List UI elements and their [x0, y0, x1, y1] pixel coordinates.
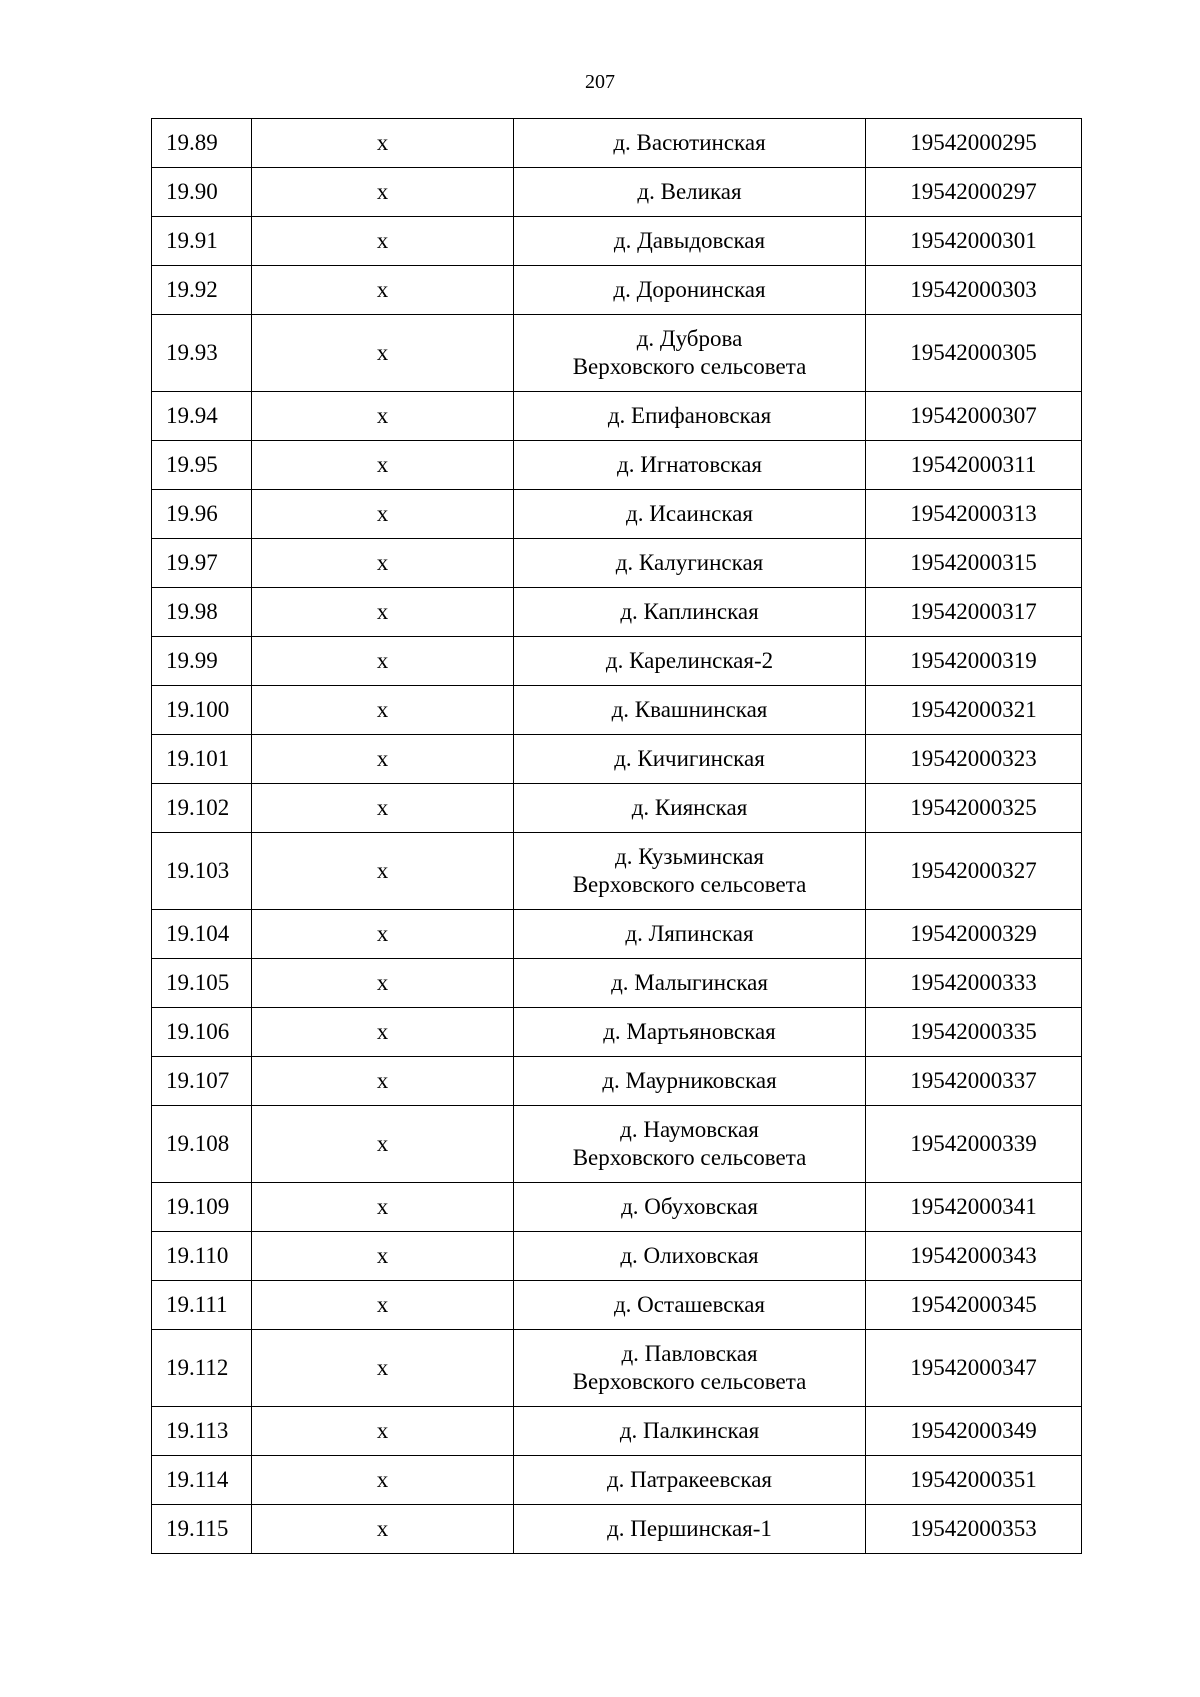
mark-cell: х [252, 1057, 514, 1106]
row-number-cell: 19.96 [152, 490, 252, 539]
settlement-name-cell [514, 539, 866, 588]
oktmo-code-cell: 19542000353 [866, 1505, 1082, 1554]
mark-cell: х [252, 392, 514, 441]
settlement-name-cell [514, 784, 866, 833]
oktmo-code-cell: 19542000319 [866, 637, 1082, 686]
table-row [152, 1232, 1082, 1281]
row-number-cell: 19.95 [152, 441, 252, 490]
mark-cell: х [252, 1281, 514, 1330]
mark-cell: х [252, 490, 514, 539]
table-row [152, 910, 1082, 959]
mark-cell: х [252, 1183, 514, 1232]
mark-cell: х [252, 266, 514, 315]
oktmo-code-cell: 19542000343 [866, 1232, 1082, 1281]
settlement-name-cell [514, 910, 866, 959]
settlement-name-line: д. Наумовская [620, 1117, 759, 1142]
mark-cell: х [252, 1106, 514, 1183]
table-row [152, 833, 1082, 910]
mark-cell: х [252, 441, 514, 490]
settlement-name-line: Верховского сельсовета [572, 872, 807, 897]
oktmo-code-cell: 19542000325 [866, 784, 1082, 833]
settlement-name-cell [514, 1183, 866, 1232]
table-row [152, 637, 1082, 686]
row-number-cell: 19.113 [152, 1407, 252, 1456]
row-number-cell: 19.98 [152, 588, 252, 637]
mark-cell: х [252, 119, 514, 168]
settlement-name-cell [514, 1505, 866, 1554]
mark-cell: х [252, 168, 514, 217]
row-number-cell: 19.91 [152, 217, 252, 266]
settlement-name-cell [514, 1008, 866, 1057]
oktmo-code-cell: 19542000349 [866, 1407, 1082, 1456]
settlement-name-cell [514, 833, 866, 910]
oktmo-code-cell: 19542000335 [866, 1008, 1082, 1057]
settlement-name-cell [514, 315, 866, 392]
settlement-name-line: д. Осташевская [613, 1292, 766, 1317]
mark-cell: х [252, 588, 514, 637]
oktmo-code-cell: 19542000307 [866, 392, 1082, 441]
oktmo-code-cell: 19542000345 [866, 1281, 1082, 1330]
table-row [152, 1330, 1082, 1407]
oktmo-code-cell: 19542000333 [866, 959, 1082, 1008]
settlement-name-cell [514, 1407, 866, 1456]
mark-cell: х [252, 217, 514, 266]
oktmo-code-cell: 19542000317 [866, 588, 1082, 637]
table-row [152, 1008, 1082, 1057]
settlement-name-cell [514, 119, 866, 168]
settlement-name-cell [514, 217, 866, 266]
settlement-name-line: д. Дуброва [636, 326, 743, 351]
settlement-name-cell [514, 441, 866, 490]
table-row [152, 539, 1082, 588]
oktmo-code-cell: 19542000347 [866, 1330, 1082, 1407]
settlement-name-line: Верховского сельсовета [572, 1369, 807, 1394]
mark-cell: х [252, 833, 514, 910]
row-number-cell: 19.105 [152, 959, 252, 1008]
row-number-cell: 19.109 [152, 1183, 252, 1232]
table-row [152, 784, 1082, 833]
settlement-name-line: д. Ляпинская [625, 921, 754, 946]
settlement-name-line: д. Давыдовская [613, 228, 766, 253]
table-row [152, 1057, 1082, 1106]
mark-cell: х [252, 1008, 514, 1057]
table-row [152, 959, 1082, 1008]
oktmo-code-cell: 19542000341 [866, 1183, 1082, 1232]
row-number-cell: 19.110 [152, 1232, 252, 1281]
settlement-name-line: д. Малыгинская [611, 970, 768, 995]
settlement-name-cell [514, 959, 866, 1008]
table-row [152, 735, 1082, 784]
mark-cell: х [252, 315, 514, 392]
table-row [152, 1281, 1082, 1330]
settlement-name-line: д. Палкинская [619, 1418, 760, 1443]
page-number: 207 [585, 71, 615, 93]
settlement-name-line: д. Калугинская [615, 550, 764, 575]
table-row [152, 1456, 1082, 1505]
settlement-name-line: д. Доронинская [613, 277, 766, 302]
oktmo-code-cell: 19542000323 [866, 735, 1082, 784]
row-number-cell: 19.106 [152, 1008, 252, 1057]
settlement-name-line: д. Игнатовская [617, 452, 762, 477]
settlement-name-line: д. Киянская [631, 795, 748, 820]
table-row [152, 266, 1082, 315]
row-number-cell: 19.111 [152, 1281, 252, 1330]
settlement-name-cell [514, 1330, 866, 1407]
table-row [152, 1183, 1082, 1232]
settlement-name-line: д. Олиховская [620, 1243, 759, 1268]
settlement-name-line: д. Павловская [621, 1341, 758, 1366]
settlement-name-cell [514, 686, 866, 735]
settlement-name-line: Верховского сельсовета [572, 354, 807, 379]
table-row [152, 217, 1082, 266]
settlement-name-cell [514, 1106, 866, 1183]
table-row [152, 588, 1082, 637]
table-row [152, 441, 1082, 490]
oktmo-code-cell: 19542000351 [866, 1456, 1082, 1505]
settlement-name-line: д. Исаинская [626, 501, 753, 526]
settlement-name-line: д. Маурниковская [602, 1068, 777, 1093]
table-row [152, 168, 1082, 217]
mark-cell: х [252, 959, 514, 1008]
table-row [152, 1505, 1082, 1554]
oktmo-code-cell: 19542000313 [866, 490, 1082, 539]
oktmo-code-cell: 19542000305 [866, 315, 1082, 392]
oktmo-code-cell: 19542000315 [866, 539, 1082, 588]
row-number-cell: 19.92 [152, 266, 252, 315]
oktmo-code-cell: 19542000297 [866, 168, 1082, 217]
mark-cell: х [252, 1456, 514, 1505]
settlement-name-cell [514, 1057, 866, 1106]
settlement-name-cell [514, 392, 866, 441]
mark-cell: х [252, 910, 514, 959]
row-number-cell: 19.103 [152, 833, 252, 910]
settlement-name-cell [514, 637, 866, 686]
settlement-name-line: д. Квашнинская [611, 697, 768, 722]
settlement-name-cell [514, 266, 866, 315]
row-number-cell: 19.108 [152, 1106, 252, 1183]
oktmo-code-cell: 19542000337 [866, 1057, 1082, 1106]
settlement-name-cell [514, 1232, 866, 1281]
settlement-name-cell [514, 490, 866, 539]
mark-cell: х [252, 686, 514, 735]
oktmo-code-cell: 19542000329 [866, 910, 1082, 959]
settlement-name-line: Верховского сельсовета [572, 1145, 807, 1170]
row-number-cell: 19.102 [152, 784, 252, 833]
settlement-name-line: д. Карелинская-2 [605, 648, 774, 673]
row-number-cell: 19.89 [152, 119, 252, 168]
settlement-name-cell [514, 1456, 866, 1505]
row-number-cell: 19.112 [152, 1330, 252, 1407]
row-number-cell: 19.104 [152, 910, 252, 959]
table-row [152, 1407, 1082, 1456]
oktmo-code-cell: 19542000327 [866, 833, 1082, 910]
mark-cell: х [252, 1505, 514, 1554]
settlement-name-line: д. Кузьминская [615, 844, 764, 869]
oktmo-code-cell: 19542000303 [866, 266, 1082, 315]
row-number-cell: 19.115 [152, 1505, 252, 1554]
table-row [152, 686, 1082, 735]
settlement-name-line: д. Каплинская [620, 599, 759, 624]
oktmo-code-cell: 19542000339 [866, 1106, 1082, 1183]
oktmo-code-cell: 19542000321 [866, 686, 1082, 735]
mark-cell: х [252, 1330, 514, 1407]
settlements-table [151, 118, 1082, 1554]
row-number-cell: 19.101 [152, 735, 252, 784]
settlement-name-cell [514, 588, 866, 637]
row-number-cell: 19.90 [152, 168, 252, 217]
row-number-cell: 19.93 [152, 315, 252, 392]
settlement-name-cell [514, 1281, 866, 1330]
row-number-cell: 19.97 [152, 539, 252, 588]
settlement-name-line: д. Обуховская [621, 1194, 758, 1219]
row-number-cell: 19.94 [152, 392, 252, 441]
settlement-name-line: д. Першинская-1 [607, 1516, 772, 1541]
table-row [152, 119, 1082, 168]
table-body [152, 119, 1082, 1554]
mark-cell: х [252, 1407, 514, 1456]
settlement-name-line: д. Патракеевская [606, 1467, 773, 1492]
settlement-name-cell [514, 168, 866, 217]
row-number-cell: 19.114 [152, 1456, 252, 1505]
settlement-name-line: д. Епифановская [607, 403, 772, 428]
settlement-name-line: д. Мартьяновская [603, 1019, 776, 1044]
settlement-name-line: д. Кичигинская [614, 746, 765, 771]
row-number-cell: 19.107 [152, 1057, 252, 1106]
table-row [152, 490, 1082, 539]
table-row [152, 315, 1082, 392]
settlement-name-line: д. Васютинская [613, 130, 766, 155]
mark-cell: х [252, 735, 514, 784]
mark-cell: х [252, 1232, 514, 1281]
mark-cell: х [252, 637, 514, 686]
oktmo-code-cell: 19542000311 [866, 441, 1082, 490]
mark-cell: х [252, 784, 514, 833]
table-row [152, 1106, 1082, 1183]
oktmo-code-cell: 19542000301 [866, 217, 1082, 266]
oktmo-code-cell: 19542000295 [866, 119, 1082, 168]
mark-cell: х [252, 539, 514, 588]
settlement-name-line: д. Великая [637, 179, 742, 204]
table-row [152, 392, 1082, 441]
row-number-cell: 19.99 [152, 637, 252, 686]
settlement-name-cell [514, 735, 866, 784]
row-number-cell: 19.100 [152, 686, 252, 735]
